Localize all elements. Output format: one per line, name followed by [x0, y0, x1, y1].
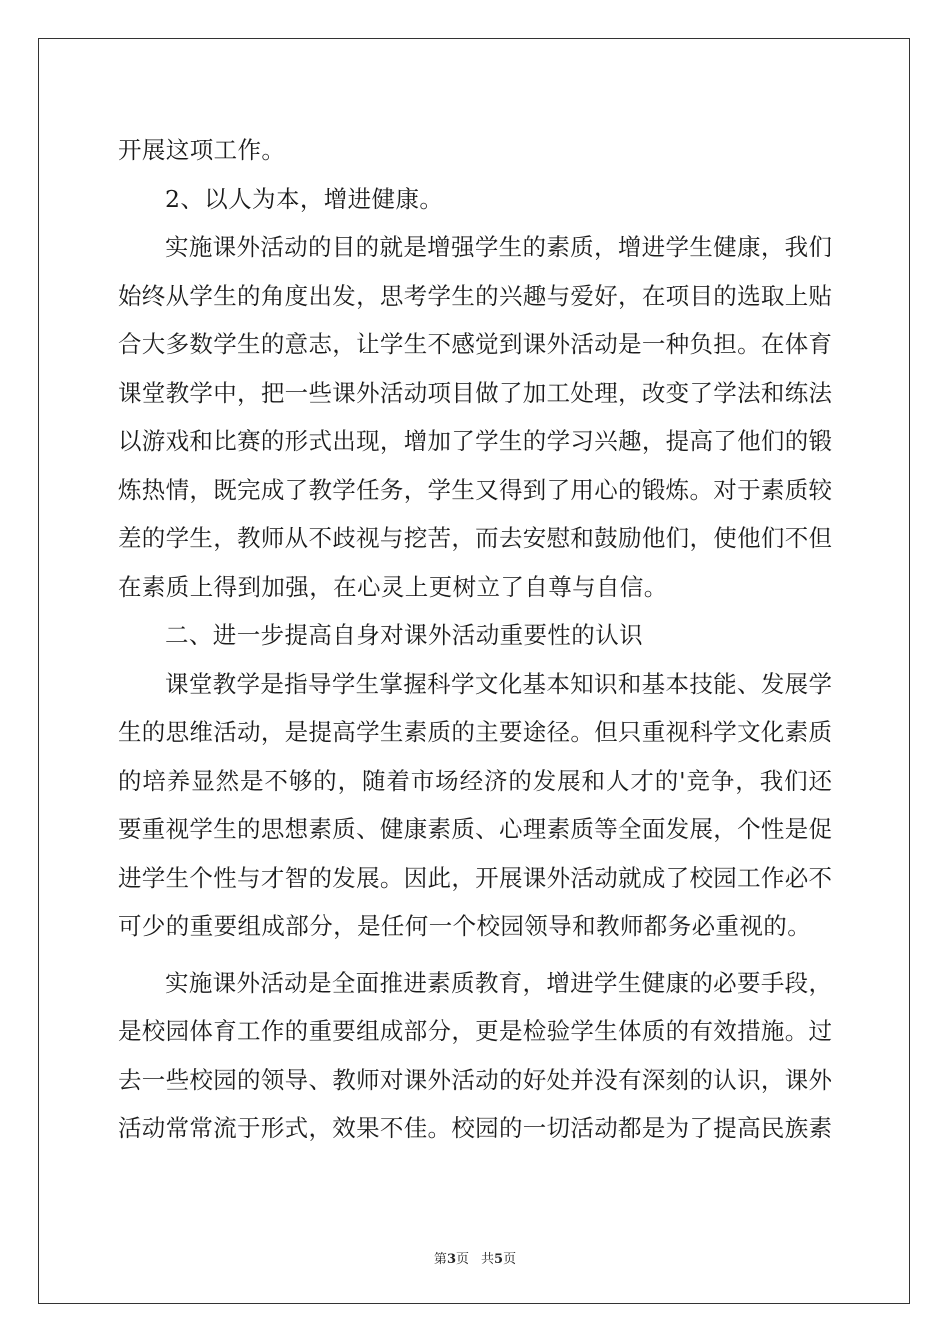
page-prefix: 第: [433, 1252, 447, 1267]
total-pages: 5: [494, 1252, 504, 1267]
page-footer: [0, 1248, 950, 1267]
text-line: 2、以人为本，增进健康。: [165, 184, 444, 213]
total-prefix: 共: [481, 1252, 495, 1267]
text-line: 开展这项工作。: [118, 136, 286, 164]
text-line: 的培养显然是不够的，随着市场经济的发展和人才的'竞争，我们还: [118, 766, 832, 795]
text-line: 二、进一步提高自身对课外活动重要性的认识: [165, 621, 643, 649]
text-line: 去一些校园的领导、教师对课外活动的好处并没有深刻的认识，课外: [118, 1065, 832, 1094]
text-line: 课堂教学中，把一些课外活动项目做了加工处理，改变了学法和练法: [118, 378, 832, 407]
page-number: 3: [446, 1252, 456, 1267]
text-line: 可少的重要组成部分，是任何一个校园领导和教师都务必重视的。: [118, 912, 812, 940]
document-body: [118, 126, 832, 1153]
page-suffix: 页: [455, 1252, 469, 1267]
text-line: 以游戏和比赛的形式出现，增加了学生的学习兴趣，提高了他们的锻: [118, 427, 832, 455]
text-line: 进学生个性与才智的发展。因此，开展课外活动就成了校园工作必不: [118, 863, 832, 892]
text-line: 活动常常流于形式，效果不佳。校园的一切活动都是为了提高民族素: [118, 1114, 832, 1142]
text-line: 炼热情，既完成了教学任务，学生又得到了用心的锻炼。对于素质较: [118, 475, 832, 504]
paragraph-gap: [118, 951, 832, 959]
text-line: 生的思维活动，是提高学生素质的主要途径。但只重视科学文化素质: [118, 718, 832, 746]
text-line: 实施课外活动是全面推进素质教育，增进学生健康的必要手段，: [165, 968, 832, 997]
text-line: 在素质上得到加强，在心灵上更树立了自尊与自信。: [118, 572, 668, 601]
text-line: 始终从学生的角度出发，思考学生的兴趣与爱好，在项目的选取上贴: [118, 281, 832, 310]
text-line: 要重视学生的思想素质、健康素质、心理素质等全面发展，个性是促: [118, 815, 832, 843]
text-line: 实施课外活动的目的就是增强学生的素质，增进学生健康，我们: [165, 233, 832, 261]
text-line: 差的学生，教师从不歧视与挖苦，而去安慰和鼓励他们，使他们不但: [118, 524, 832, 552]
text-line: 合大多数学生的意志，让学生不感觉到课外活动是一种负担。在体育: [118, 330, 832, 358]
total-suffix: 页: [503, 1252, 517, 1267]
text-line: 是校园体育工作的重要组成部分，更是检验学生体质的有效措施。过: [118, 1017, 832, 1045]
text-line: 课堂教学是指导学生掌握科学文化基本知识和基本技能、发展学: [165, 669, 832, 698]
